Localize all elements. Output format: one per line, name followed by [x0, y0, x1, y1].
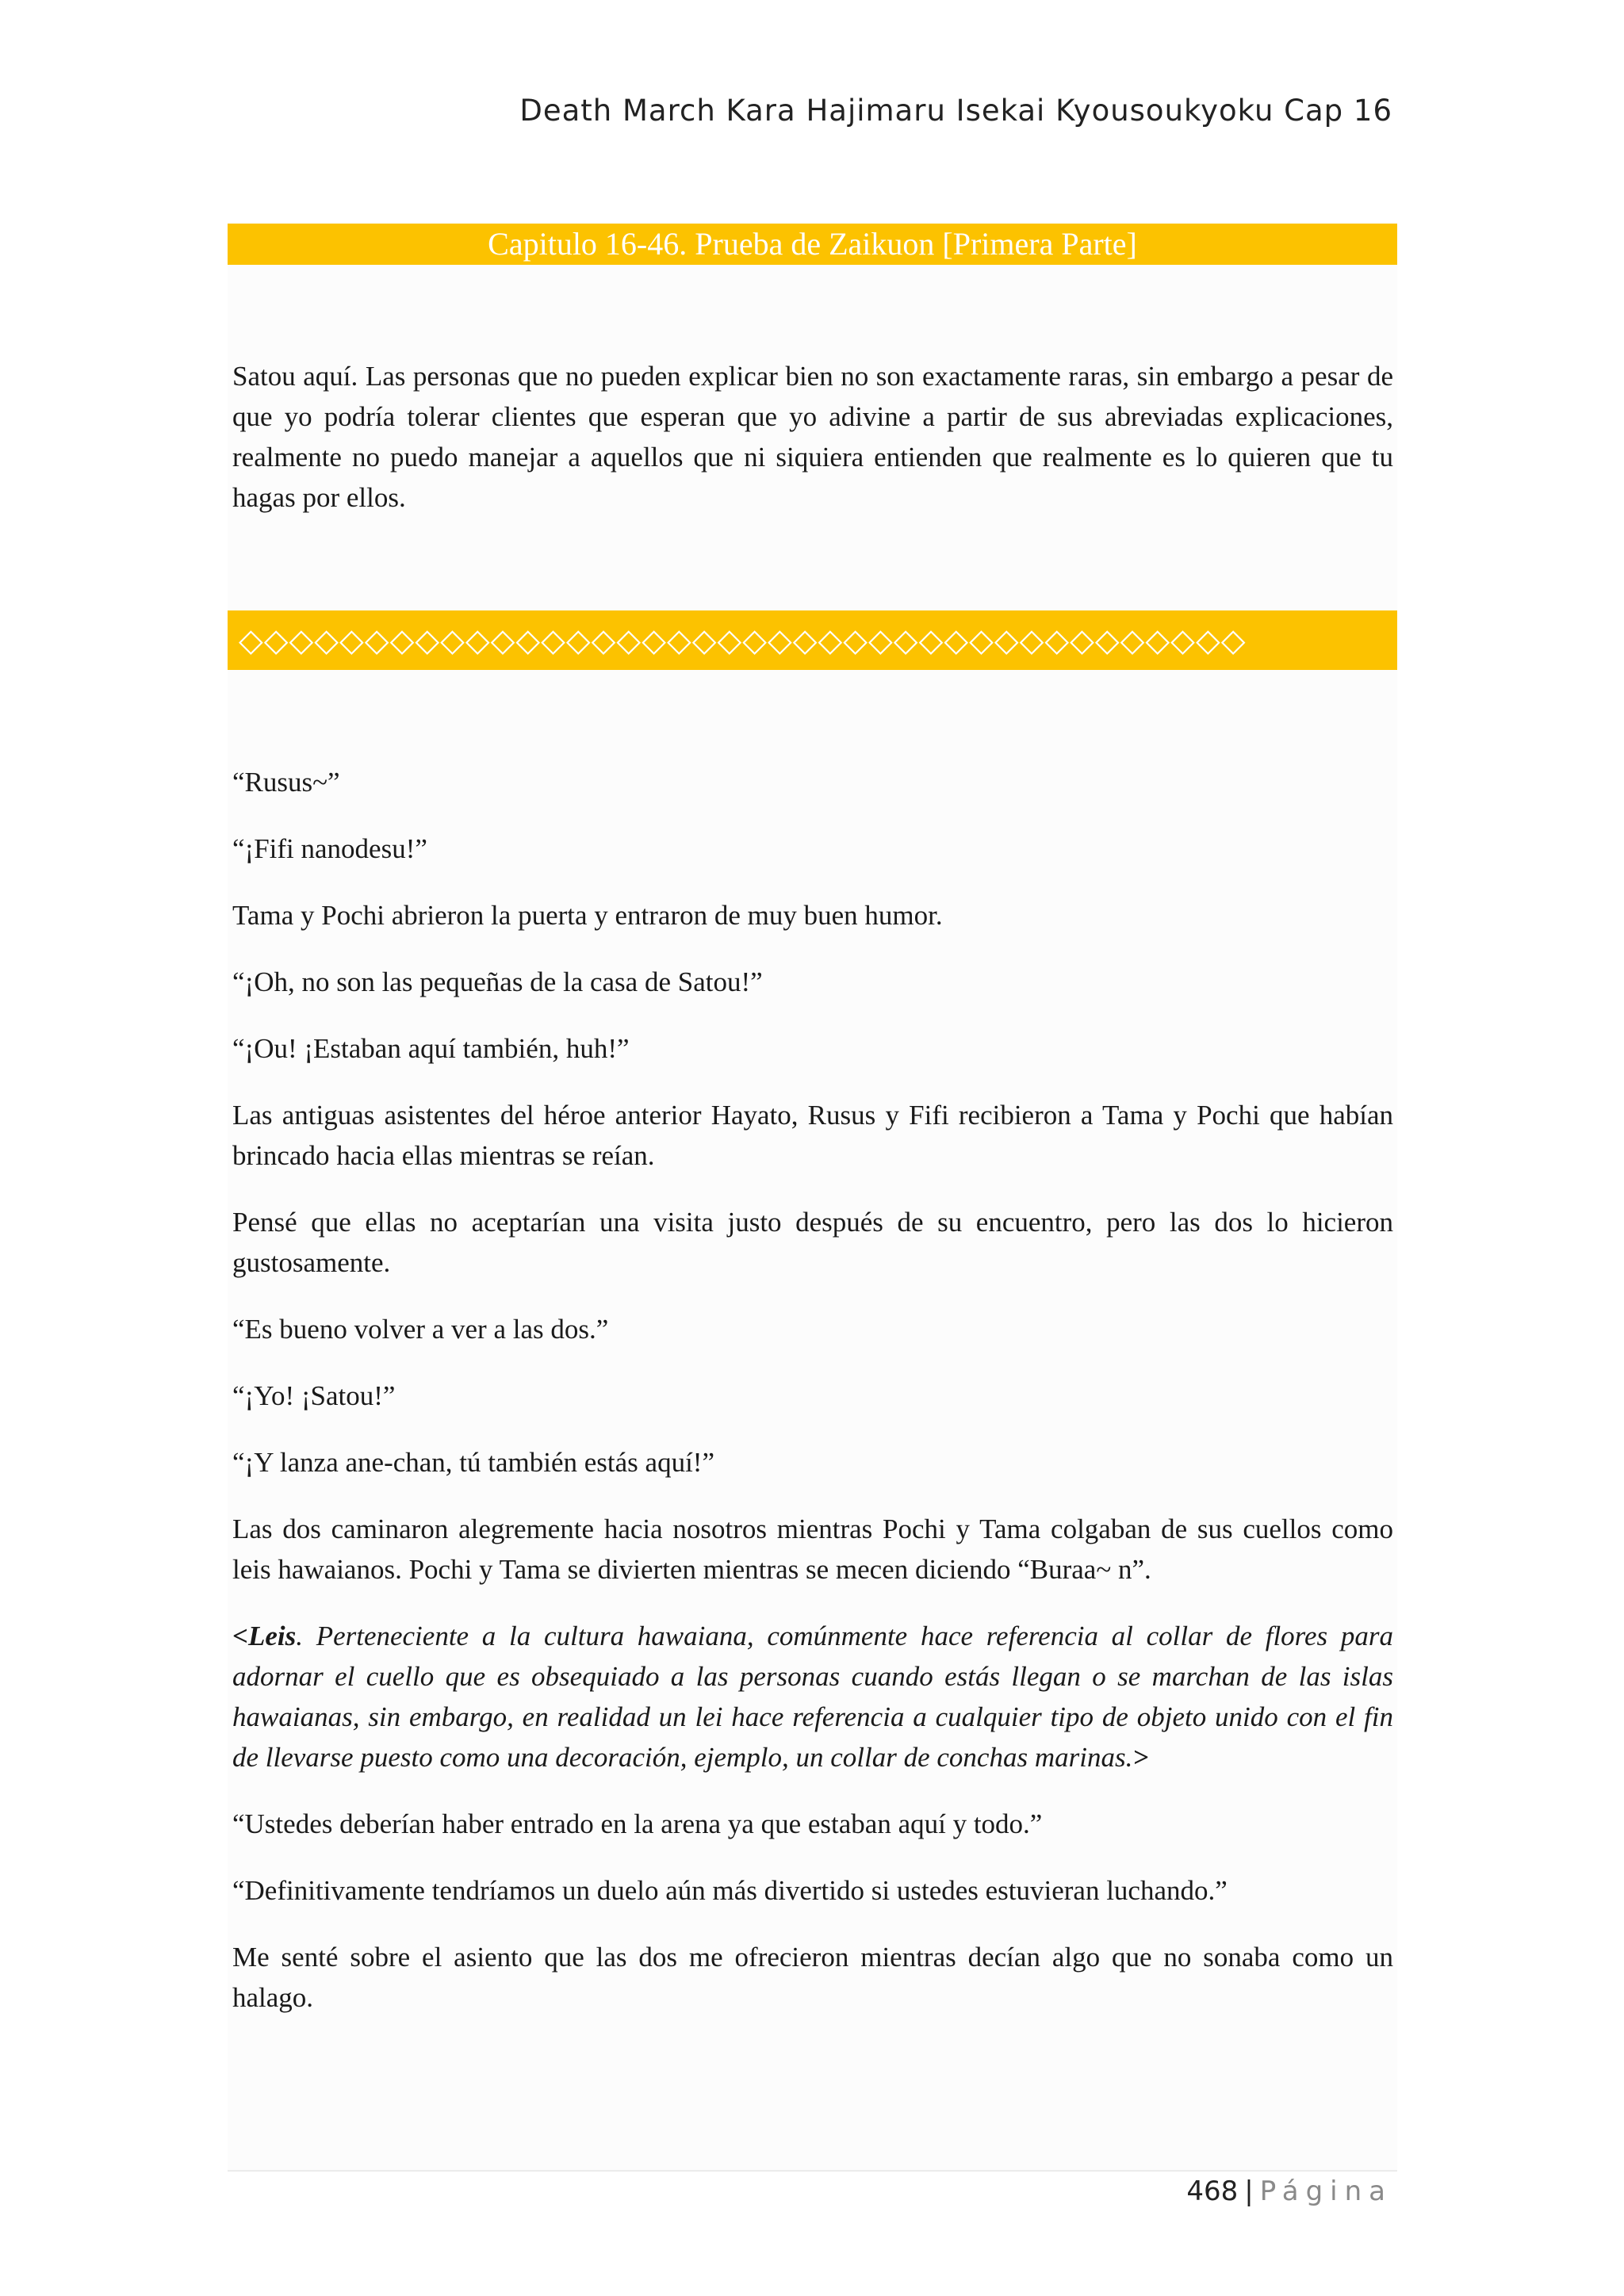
document-header-title: Death March Kara Hajimaru Isekai Kyousoukyoku Cap 16	[519, 94, 1392, 128]
page-number: 468	[1186, 2175, 1239, 2207]
paragraph: “¡Oh, no son las pequeñas de la casa de Satou!”	[232, 966, 763, 997]
chapter-title: Capitulo 16-46. Prueba de Zaikuon [Primera Parte]	[228, 224, 1397, 265]
note-text: . Perteneciente a la cultura hawaiana, comúnmente hace referencia al collar de flores para adornar el cuello que es obsequiado a las personas cuando estás llegan o se marchan de las islas hawaianas, sin embargo, en realidad un lei hace referencia a cualquier tipo de objeto unido con el fin de llevarse puesto como una decoración, ejemplo, un collar de conchas marinas.	[232, 1621, 1393, 1773]
section-divider: ◇◇◇◇◇◇◇◇◇◇◇◇◇◇◇◇◇◇◇◇◇◇◇◇◇◇◇◇◇◇◇◇◇◇◇◇◇◇◇◇	[228, 610, 1397, 670]
footer-separator: |	[1244, 2175, 1254, 2207]
chapter-body	[232, 762, 1393, 2044]
paragraph: “¡Fifi nanodesu!”	[232, 833, 427, 864]
paragraph: “Ustedes deberían haber entrado en la arena ya que estaban aquí y todo.”	[232, 1808, 1043, 1839]
intro-section	[232, 356, 1393, 544]
paragraph: “Rusus~”	[232, 767, 340, 798]
paragraph: “¡Ou! ¡Estaban aquí también, huh!”	[232, 1033, 630, 1064]
paragraph: “¡Y lanza ane-chan, tú también estás aquí!”	[232, 1447, 714, 1478]
paragraph: Las antiguas asistentes del héroe anterior Hayato, Rusus y Fifi recibieron a Tama y Pochi que habían brincado hacia ellas mientras se reían.	[232, 1100, 1393, 1171]
paragraph: “¡Yo! ¡Satou!”	[232, 1380, 396, 1411]
footer-divider	[228, 2170, 1397, 2172]
translator-note	[232, 1616, 1393, 1777]
paragraph: Las dos caminaron alegremente hacia nosotros mientras Pochi y Tama colgaban de sus cuellos como leis hawaianos. Pochi y Tama se divierten mientras se mecen diciendo “Buraa~ n”.	[232, 1513, 1393, 1585]
paragraph: “Definitivamente tendríamos un duelo aún más divertido si ustedes estuvieran luchando.”	[232, 1875, 1228, 1906]
page-footer	[1186, 2175, 1392, 2207]
paragraph: Pensé que ellas no aceptarían una visita justo después de su encuentro, pero las dos lo hicieron gustosamente.	[232, 1207, 1393, 1278]
paragraph: “Es bueno volver a ver a las dos.”	[232, 1314, 609, 1345]
page-label: Página	[1259, 2175, 1392, 2207]
note-term: Leis	[247, 1621, 297, 1651]
paragraph: Tama y Pochi abrieron la puerta y entraron de muy buen humor.	[232, 900, 943, 931]
paragraph: Me senté sobre el asiento que las dos me ofrecieron mientras decían algo que no sonaba como un halago.	[232, 1942, 1393, 2013]
note-open: <	[232, 1621, 248, 1651]
intro-paragraph: Satou aquí. Las personas que no pueden explicar bien no son exactamente raras, sin embargo a pesar de que yo podría tolerar clientes que esperan que yo adivine a partir de sus abreviadas explicaciones, realmente no puedo manejar a aquellos que ni siquiera entienden que realmente es lo quieren que tu hagas por ellos.	[232, 361, 1393, 513]
note-close: >	[1132, 1742, 1149, 1773]
